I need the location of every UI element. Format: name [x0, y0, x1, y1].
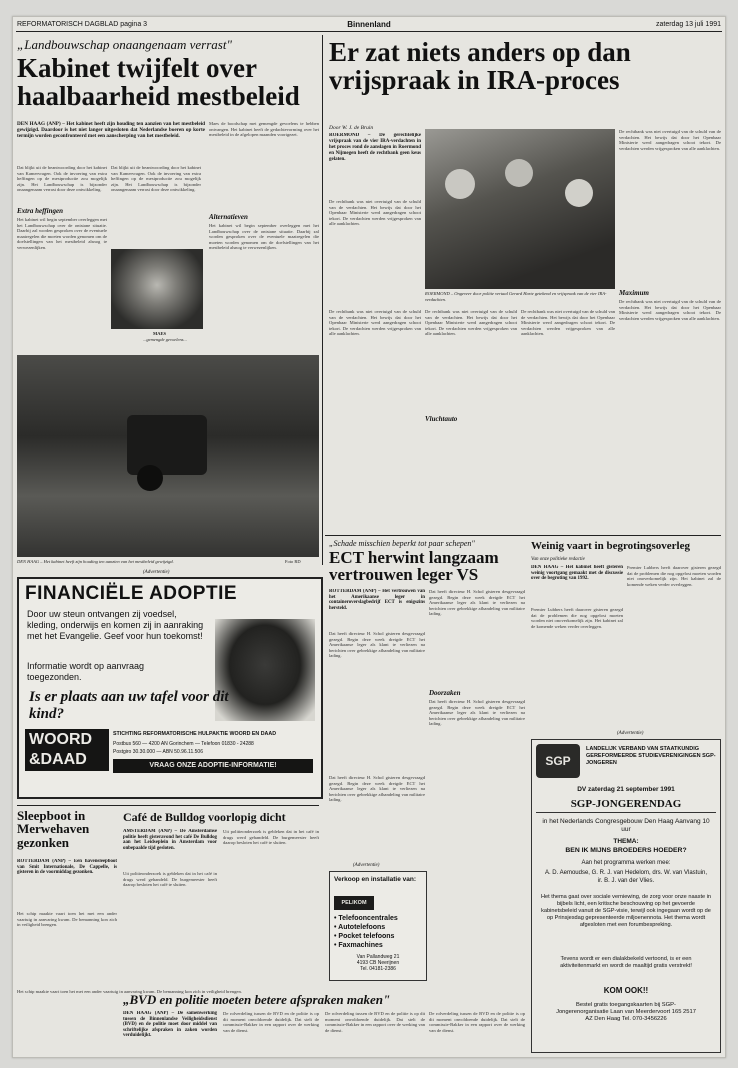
art2-body-col4b: De rechtbank was niet overtuigd van de schuld van de verdachten. Het bewijs dat door het Openbaar Ministerie werd aangedragen schoot tekort. De verdachten werden vrijgesproken van alle aanklachten. — [619, 299, 721, 321]
person-face-1 — [445, 169, 475, 199]
tractor-shape — [127, 415, 207, 475]
art2-headline: Er zat niets anders op dan vrijspraak in IRA-proces — [329, 37, 631, 95]
art3-headline: ECT herwint langzaam vertrouwen leger VS — [329, 548, 499, 585]
art3-body-col1b: Dat heeft directeur H. Schol gisteren desgevraagd gezegd. Begin deze week dreigde ECT het Amerikaanse leger als klant te verliezen na berichten over gebrekkige afhandeling van militaire lading. — [329, 775, 425, 803]
art2-photo-caption: ROERMOND – Ongeveer door politie vertaal Gerard Harte getekend en vrijspraak van de vier IRA-verdachten. — [425, 291, 607, 302]
art1-portrait-photo — [111, 249, 203, 329]
art4-headline: Weinig vaart in begrotingsoverleg — [531, 540, 690, 552]
ad1-title: FINANCIËLE ADOPTIE — [25, 583, 238, 604]
header-date: zaterdag 13 juli 1991 — [656, 21, 721, 28]
art6-body-col2: Uit politieonderzoek is gebleken dat in het café in drugs werd gehandeld. De burgemeester heeft daarop besloten het café te sluiten. — [223, 829, 319, 846]
art7-body-col2: De rolverdeling tussen de BVD en de politie is op dit moment onvoldoende duidelijk. Dat stelt de commissie-Bakker in een rapport over de werking van de dienst. — [223, 1011, 319, 1033]
art2-lead: ROERMOND – De gerechtelijke vrijspraak van de vier IRA-verdachten in het proces rond de aanslagen in Roermond en Nijmegen heeft de rechtbank geen keus gelaten. — [329, 133, 421, 162]
art3-body-col1: Dat heeft directeur H. Schol gisteren desgevraagd gezegd. Begin deze week dreigde ECT het Amerikaanse leger als klant te verliezen na berichten over gebrekkige afhandeling van militaire lading. — [329, 631, 425, 659]
sgp-logo-text: SGP — [545, 754, 571, 768]
tractor-wheel — [137, 465, 163, 491]
art2-photo — [425, 129, 615, 289]
art1-lead: DEN HAAG (ANP) – Het kabinet heeft zijn houding ten aanzien van het mestbeleid gewijzigd. Daardoor is het niet langer uitgesloten dat Nederlandse boeren op korte termijn worden geconfronteerd met een aanscherping van het mestbeleid. — [17, 121, 205, 140]
ad2-address — [334, 954, 422, 972]
art1-main-photo — [17, 355, 319, 557]
art4-body-col2: Premier Lubbers heeft daarover gisteren gezegd dat de problemen die nog opgelost moeten worden niet onoverkomelijk zijn. Het kabinet zal de komende weken verder overleggen. — [627, 565, 721, 587]
art1-subhead-2: Alternatieven — [209, 213, 248, 221]
art7-lead: DEN HAAG (ANP) – De samenwerking tussen de Binnenlandse Veiligheidsdienst (BVD) en de politie moet door middel van schriftelijke afspraken in zaken worden verduidelijkt. — [123, 1011, 217, 1039]
art2-body-col4: De rechtbank was niet overtuigd van de schuld van de verdachten. Het bewijs dat door het Openbaar Ministerie werd aangedragen schoot tekort. De verdachten werden vrijgesproken van alle aanklachten. — [619, 129, 721, 151]
art2-body-col3: De rechtbank was niet overtuigd van de schuld van de verdachten. Het bewijs dat door het Openbaar Ministerie werd aangedragen schoot tekort. De verdachten werden vrijgesproken van alle aanklachten. — [521, 309, 615, 337]
ad1-text2: Informatie wordt op aanvraag toegezonden. — [27, 661, 145, 682]
ad1-child-photo — [215, 619, 315, 721]
art3-subhead: Doorzaken — [429, 689, 461, 697]
art7-body-col4: De rolverdeling tussen de BVD en de politie is op dit moment onvoldoende duidelijk. Dat stelt de commissie-Bakker in een rapport over de werking van de dienst. — [429, 1011, 525, 1033]
art7-body-col3: De rolverdeling tussen de BVD en de politie is op dit moment onvoldoende duidelijk. Dat stelt de commissie-Bakker in een rapport over de werking van de dienst. — [325, 1011, 425, 1033]
ad3-org: LANDELIJK VERBAND VAN STAATKUNDIG GEREFORMEERDE STUDIEVERENIGINGEN SGP-JONGEREN — [586, 746, 716, 766]
art7-headline: „BVD en politie moeten betere afspraken maken" — [123, 992, 391, 1007]
art1-portrait-name: MAES — [153, 331, 167, 336]
ad3-theme-label: THEMA: — [613, 838, 639, 845]
column-rule — [322, 35, 323, 565]
ad2-item-1-label: Telefooncentrales — [338, 915, 398, 922]
art2-body-col1b: De rechtbank was niet overtuigd van de schuld van de verdachten. Het bewijs dat door het Openbaar Ministerie werd aangedragen schoot tekort. De verdachten werden vrijgesproken van alle aanklachten. — [329, 309, 421, 337]
header-rule — [16, 31, 722, 32]
ad3-cta: KOM OOK!! — [603, 986, 649, 995]
logo-line2: &DAAD — [29, 751, 87, 768]
ad3-invite: Tevens wordt er een dialakbekeld vertoond, is er een aktiviteitenmarkt en wordt de maaltijd gratis verstrekt! — [560, 956, 692, 969]
lower-rule — [17, 805, 319, 806]
ad3-box — [531, 739, 721, 1053]
ad2-city: 4193 CB Neerijnen — [356, 960, 400, 966]
art2-subhead-vluchtauto: Vluchtauto — [425, 415, 458, 423]
art4-byline: Van onze politieke redactie — [531, 557, 585, 562]
art6-headline: Café de Bulldog voorlopig dicht — [123, 810, 286, 824]
ad1-address: Postbus 560 — 4200 AN Gorinchem — Telefoon 01830 - 24288 — [113, 741, 254, 747]
art1-headline: Kabinet twijfelt over haalbaarheid mestbeleid — [17, 53, 300, 111]
art5-body-wide: Het schip maakte vaart toen het met een ander vaartuig in aanvaring kwam. De bemanning kon zich in veiligheid brengen. — [17, 989, 242, 994]
art1-photo-caption: DEN HAAG – Het kabinet heeft zijn houding ten aanzien van het mestbeleid gewijzigd. — [17, 559, 174, 564]
art6-body-col1: Uit politieonderzoek is gebleken dat in het café in drugs werd gehandeld. De burgemeester heeft daarop besloten het café te sluiten. — [123, 871, 217, 888]
ad2-item-4-label: Faxmachines — [338, 942, 383, 949]
ad3-event: SGP-JONGERENDAG — [536, 798, 716, 813]
ad1-label: (Advertentie) — [143, 570, 170, 575]
ad2-item-4: • Faxmachines — [334, 942, 383, 949]
ad2-label: (Advertentie) — [353, 863, 380, 868]
header-left: REFORMATORISCH DAGBLAD pagina 3 — [17, 21, 148, 28]
art3-body-col2: Dat heeft directeur H. Schol gisteren desgevraagd gezegd. Begin deze week dreigde ECT het Amerikaanse leger als klant te verliezen na berichten over gebrekkige afhandeling van militaire lading. — [429, 589, 525, 617]
ad1-org: STICHTING REFORMATORISCHE HULPAKTIE WOORD EN DAAD — [113, 731, 277, 737]
ad2-phone: Tel. 04181-2386 — [360, 966, 396, 972]
art1-body-col3: Maes de boodschap met gemengde gevoelens te hebben ontvangen. Het kabinet heeft de gedachtevorming over het mestbeleid in de afgelopen maanden voortgezet. — [209, 121, 319, 138]
art1-body-col1b: Het kabinet wil begin september overleggen met het Landbouwschap over de ontstane situatie. Daarbij zal worden gesproken over de eventuele maatregelen die moeten worden genomen om de doelstellingen van het mestbeleid alsnog te verwezenlijken. — [17, 217, 107, 250]
art4-lead: DEN HAAG – Het kabinet heeft gisteren weinig voortgang gemaakt met de discussie over de begroting van 1992. — [531, 565, 623, 582]
ad1-giro: Postgiro 30.30.000 — ABN 50.96.11.506 — [113, 749, 203, 755]
art3-lead: ROTTERDAM (ANP) – Het vertrouwen van het Amerikaanse leger in containeroverslagbedrijf ECT is enigszins hersteld. — [329, 589, 425, 611]
ad2-item-2: • Autotelefoons — [334, 924, 386, 931]
art1-kicker: „Landbouwschap onaangenaam verrast" — [17, 37, 232, 52]
art1-body-col3b: Het kabinet wil begin september overleggen met het Landbouwschap over de ontstane situatie. Daarbij zal worden gesproken over de eventuele maatregelen die moeten worden genomen om de doelstellingen van het mestbeleid alsnog te verwezenlijken. — [209, 223, 319, 251]
person-face-2 — [505, 159, 533, 187]
art2-body-col2: De rechtbank was niet overtuigd van de schuld van de verdachten. Het bewijs dat door het Openbaar Ministerie werd aangedragen schoot tekort. De verdachten werden vrijgesproken van alle aanklachten. — [425, 309, 517, 337]
ad3-date: DV zaterdag 21 september 1991 — [577, 786, 675, 793]
woord-daad-logo — [25, 729, 109, 771]
ad3-info: Bestel gratis toegangskaarten bij SGP-Jongerenorganisatie Laan van Meerdervoort 165 2517 AZ Den Haag Tel. 070-3456226 — [556, 1002, 696, 1023]
art2-subhead-maximum: Maximum — [619, 289, 649, 297]
person-face-3 — [565, 179, 593, 207]
art5-body: Het schip maakte vaart toen het met een ander vaartuig in aanvaring kwam. De bemanning kon zich in veiligheid brengen. — [17, 911, 117, 928]
ad2-box — [329, 871, 427, 981]
ad3-venue: in het Nederlands Congresgebouw Den Haag Aanvang 10 uur — [542, 818, 710, 833]
art4-body-col1: Premier Lubbers heeft daarover gisteren gezegd dat de problemen die nog opgelost moeten worden niet onoverkomelijk zijn. Het kabinet zal de komende weken verder overleggen. — [531, 607, 623, 629]
ad2-street: Van Pallandweg 21 — [356, 954, 400, 960]
art1-body-col2: Dat blijkt uit de beantwoording door het kabinet van Kamervragen. Ook de invoering van extra heffingen op de mestproductie zou mogelijk zijn. Het Landbouwschap is bijzonder onaangenaam verrast door deze ontwikkeling. — [111, 165, 201, 193]
art5-headline: Sleepboot in Merwehaven gezonken — [17, 808, 90, 850]
art1-subhead-1: Extra heffingen — [17, 207, 63, 215]
art1-body-col1: Dat blijkt uit de beantwoording door het kabinet van Kamervragen. Ook de invoering van extra heffingen op de mestproductie zou mogelijk zijn. Het Landbouwschap is bijzonder onaangenaam verrast door deze ontwikkeling. — [17, 165, 107, 193]
ad3-theme: BEN IK MIJNS BROEDERS HOEDER? — [565, 847, 687, 854]
art1-portrait-caption: ...gemengde gevoelens... — [143, 337, 187, 342]
ad2-items — [334, 914, 422, 950]
section-title: Binnenland — [347, 20, 391, 29]
ad2-item-3-label: Pocket telefoons — [338, 933, 395, 940]
newspaper-page — [12, 16, 726, 1058]
ad2-title: Verkoop en installatie van: — [334, 876, 416, 883]
sgp-logo — [536, 744, 580, 778]
ad1-text1: Door uw steun ontvangen zij voedsel, kleding, onderwijs en komen zij in aanraking met het Evangelie. Geef voor hun toekomst! — [27, 609, 204, 641]
art3-kicker: „Schade misschien beperkt tot paar schepen" — [329, 539, 475, 548]
art2-body-col1: De rechtbank was niet overtuigd van de schuld van de verdachten. Het bewijs dat door het Openbaar Ministerie werd aangedragen schoot tekort. De verdachten werden vrijgesproken van alle aanklachten. — [329, 199, 421, 227]
ad3-speakers-intro: Aan het programma werken mee: — [581, 860, 671, 866]
ad3-speakers: A. D. Aemoudse, G. R. J. van Hedelom, drs. W. van Vlastuin, ir. B. J. van der Vlies. — [544, 870, 708, 884]
art2-byline: Door W. J. de Bruin — [329, 125, 374, 131]
art3-body-col2b: Dat heeft directeur H. Schol gisteren desgevraagd gezegd. Begin deze week dreigde ECT het Amerikaanse leger als klant te verliezen na berichten over gebrekkige afhandeling van militaire lading. — [429, 699, 525, 727]
art6-lead: AMSTERDAM (ANP) – De Amsterdamse politie heeft gisteravond het café De Bulldog aan het Leidseplein in Amsterdam voor onbepaalde tijd gesloten. — [123, 829, 217, 851]
art2-bottom-rule — [325, 535, 721, 536]
logo-line1: WOORD — [29, 731, 93, 748]
ad1-slogan: Is er plaats aan uw tafel voor dit kind? — [29, 689, 229, 722]
art1-photo-credit: Foto RD — [285, 559, 301, 564]
ad3-body: Het thema gaat over sociale verniewing, de zorg voor onze naaste in bijbels licht, een kritische beschouwing op het gevoerde kabinetsbeleid vanuit de SGP-visie, terwijl ook ingegaan wordt op de op Prinsjesdag gepresenteerde miljoenennota. Het thema wordt afgesloten met een forumbespreking. — [540, 894, 712, 928]
ad2-item-1: • Telefooncentrales — [334, 915, 398, 922]
art5-lead: ROTTERDAM (ANP) – Een havensleepboot van Smit Internationale, De Cappelle, is gisteren in de voormiddag gezonken. — [17, 859, 117, 876]
ad2-item-2-label: Autotelefoons — [338, 924, 386, 931]
ad3-label: (Advertentie) — [617, 731, 644, 736]
ad2-brand: PELIKOM — [334, 896, 374, 910]
ad1-cta: VRAAG ONZE ADOPTIE-INFORMATIE! — [113, 759, 313, 773]
ad1-box — [17, 577, 323, 799]
ad2-item-3: • Pocket telefoons — [334, 933, 395, 940]
